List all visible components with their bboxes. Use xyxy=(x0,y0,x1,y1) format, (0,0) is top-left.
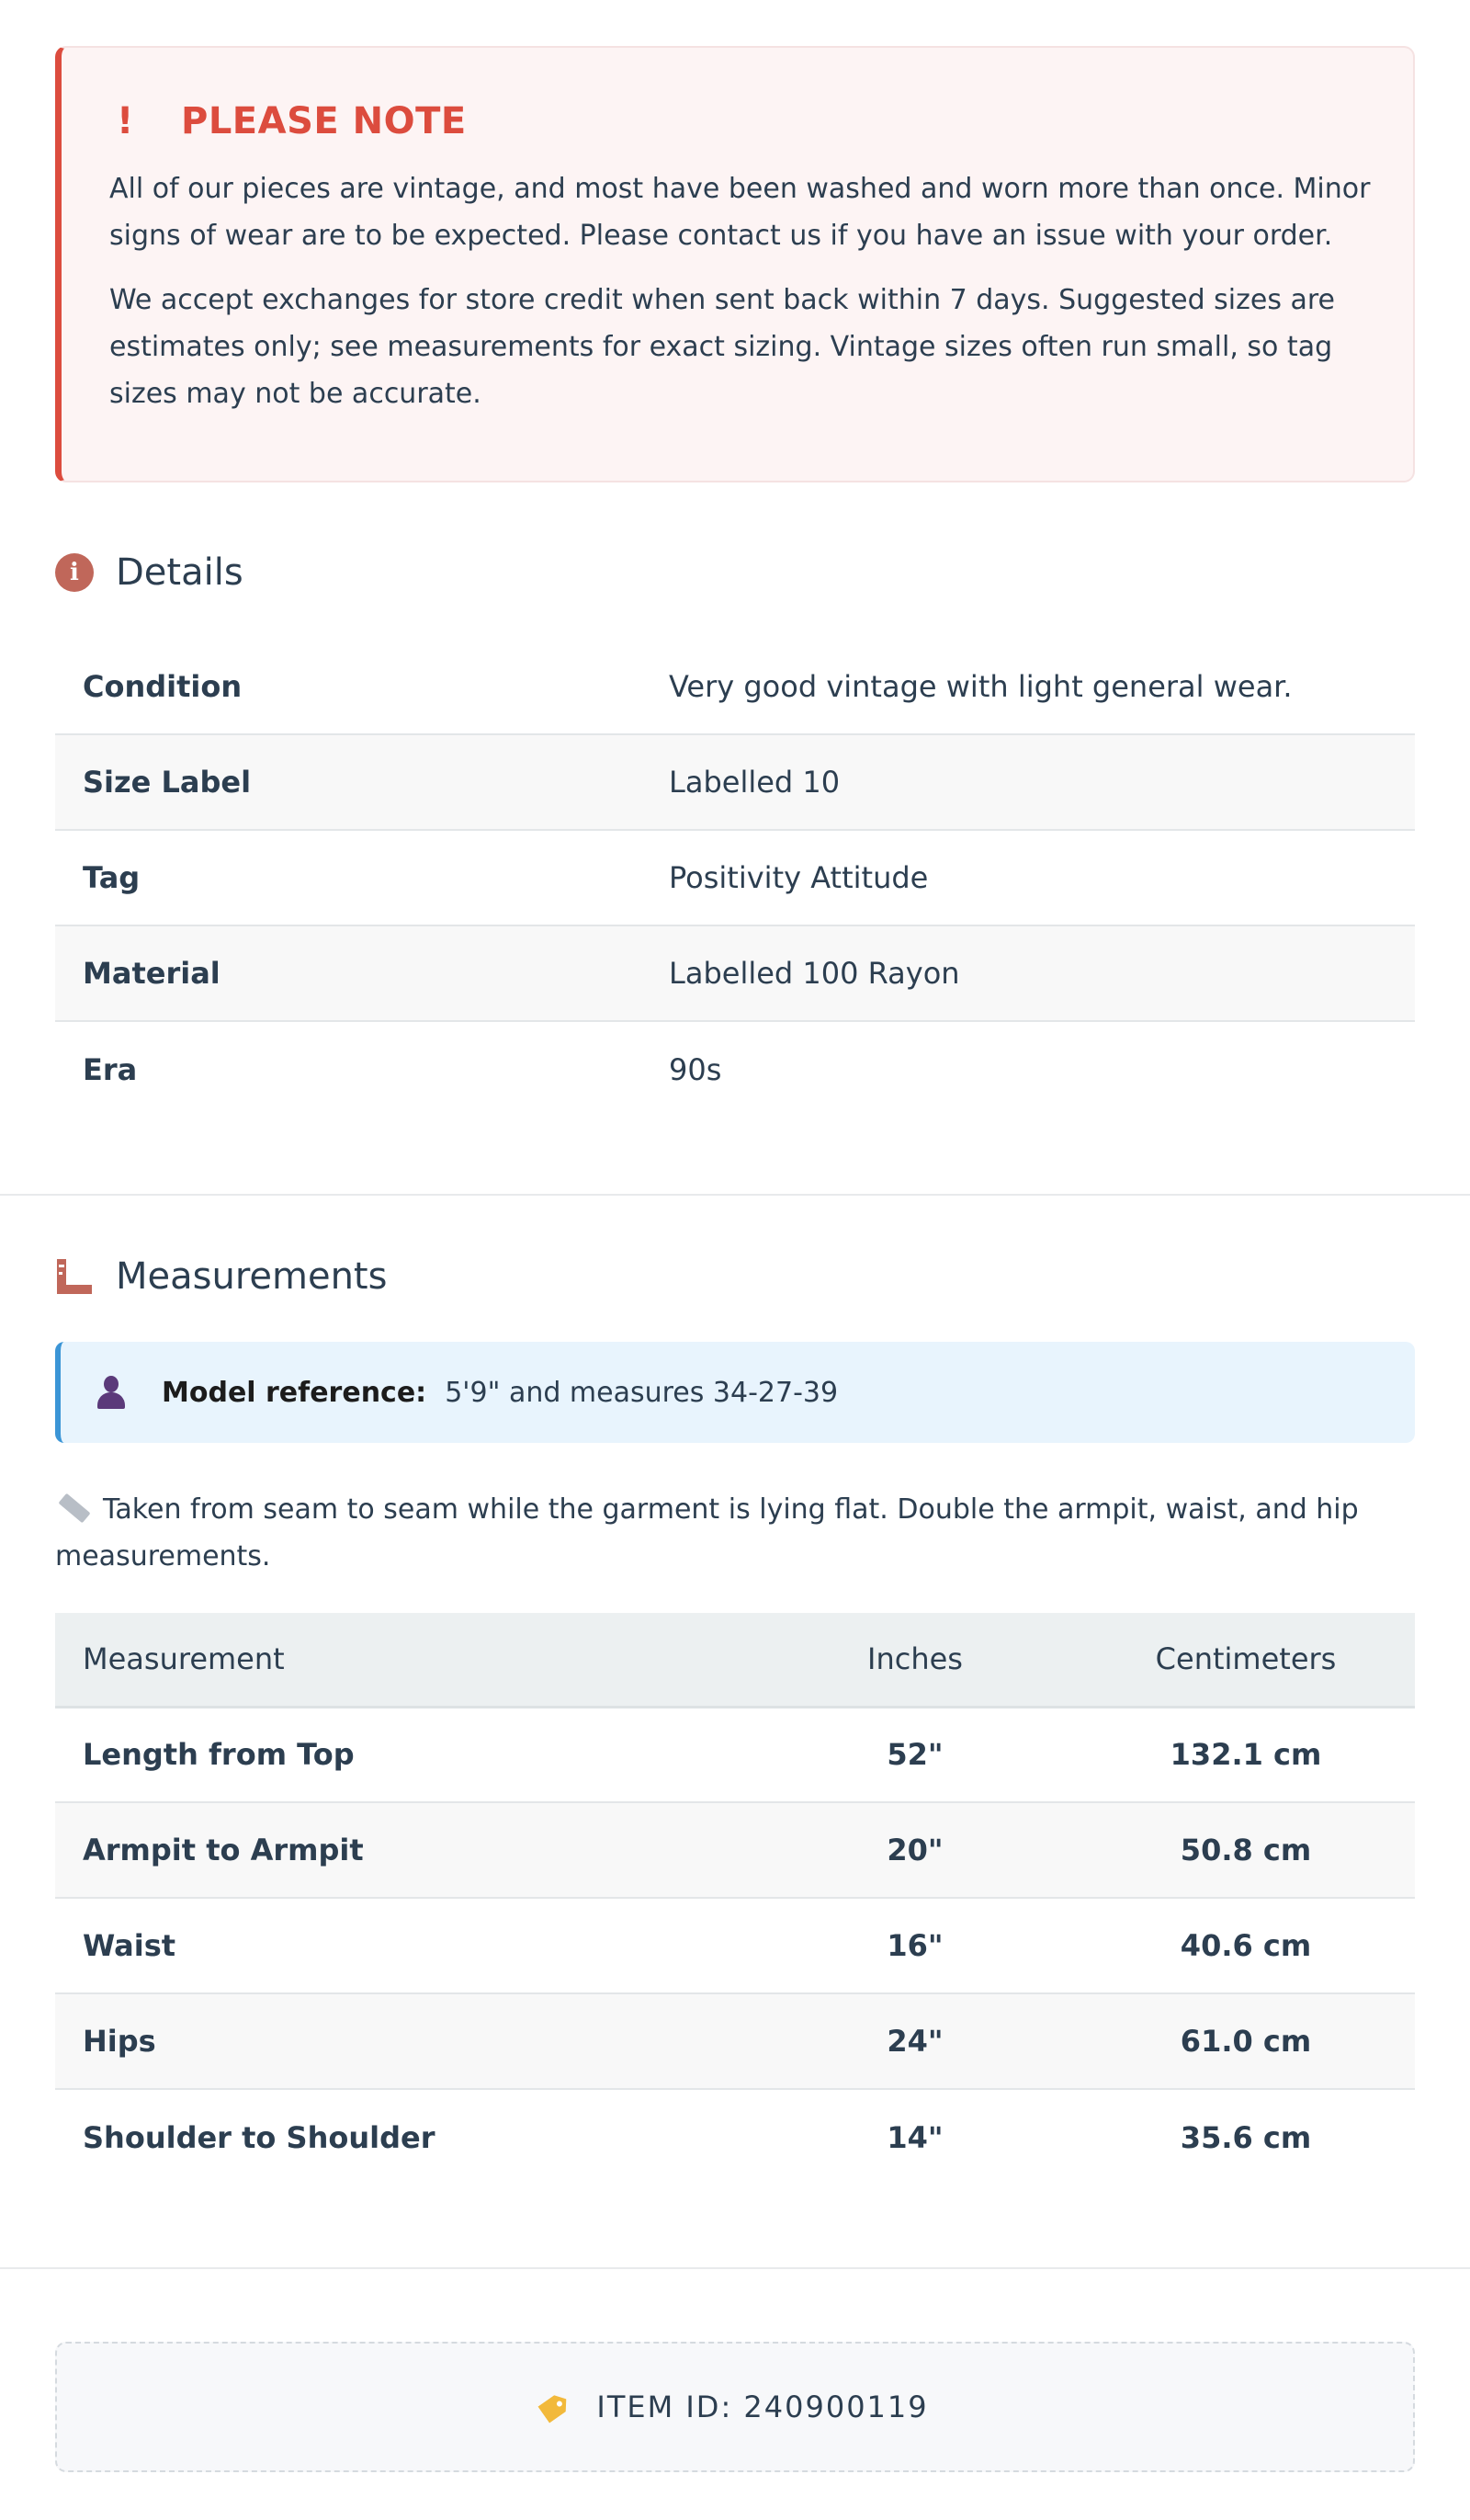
details-table xyxy=(55,639,1415,1117)
column-header-inches: Inches xyxy=(753,1613,1077,1707)
item-id-box xyxy=(55,2342,1415,2472)
measurement-inches: 16" xyxy=(753,1898,1077,1993)
detail-value: 90s xyxy=(669,1051,722,1087)
section-divider xyxy=(0,1194,1470,1196)
table-row xyxy=(55,830,1415,925)
measurement-inches: 20" xyxy=(753,1802,1077,1898)
model-reference-label: Model reference: xyxy=(162,1376,427,1409)
ruler-triangle-icon xyxy=(55,1257,94,1296)
table-header-row xyxy=(55,1613,1415,1707)
detail-label: Condition xyxy=(55,639,669,734)
measurement-note-text: Taken from seam to seam while the garment is lying flat. Double the armpit, waist, and hip measurements. xyxy=(55,1493,1359,1572)
detail-label: Era xyxy=(83,1051,138,1087)
measurement-inches: 14" xyxy=(887,2119,944,2155)
detail-label: Material xyxy=(55,925,669,1021)
detail-label: Size Label xyxy=(55,734,669,830)
table-row xyxy=(55,925,1415,1021)
model-reference-value: 5'9" and measures 34-27-39 xyxy=(445,1376,839,1409)
measurements-table xyxy=(55,1613,1415,2185)
notice-paragraph-2: We accept exchanges for store credit when sent back within 7 days. Suggested sizes are estimates only; see measurements for exact sizing. Vintage sizes often run small, so tag sizes may not be accurate. xyxy=(109,284,1336,410)
detail-label: Tag xyxy=(55,830,669,925)
table-row xyxy=(55,1993,1415,2089)
person-icon xyxy=(96,1374,127,1411)
measurements-title: Measurements xyxy=(116,1255,388,1298)
info-icon: i xyxy=(55,553,94,592)
measurement-cm: 132.1 cm xyxy=(1077,1707,1415,1802)
detail-value: Labelled 10 xyxy=(669,734,1415,830)
table-row xyxy=(55,1707,1415,1802)
measurement-name: Waist xyxy=(55,1898,753,1993)
measurement-cm: 50.8 cm xyxy=(1077,1802,1415,1898)
measurement-note xyxy=(55,1486,1360,1580)
tag-icon xyxy=(538,2390,572,2423)
detail-value: Labelled 100 Rayon xyxy=(669,925,1415,1021)
notice-paragraph-1: All of our pieces are vintage, and most have been washed and worn more than once. Minor signs of wear are to be expected. Please contact us if you have an issue with your order. xyxy=(109,173,1371,252)
details-heading xyxy=(55,550,243,596)
details-title: Details xyxy=(116,551,243,594)
item-id-label: ITEM ID: 240900119 xyxy=(596,2389,929,2424)
table-row xyxy=(55,1021,1415,1117)
table-row xyxy=(55,2089,1415,2185)
measurement-cm: 35.6 cm xyxy=(1180,2119,1312,2155)
measurement-name: Armpit to Armpit xyxy=(55,1802,753,1898)
measurements-heading xyxy=(55,1254,387,1300)
ruler-icon xyxy=(58,1493,90,1523)
notice-header xyxy=(109,101,1365,142)
measurement-cm: 61.0 cm xyxy=(1077,1993,1415,2089)
measurement-name: Hips xyxy=(55,1993,753,2089)
notice-title: PLEASE NOTE xyxy=(181,100,467,142)
measurement-inches: 24" xyxy=(753,1993,1077,2089)
exclamation-icon: ! xyxy=(117,100,134,142)
measurement-cm: 40.6 cm xyxy=(1077,1898,1415,1993)
section-divider xyxy=(0,2267,1470,2269)
table-row xyxy=(55,734,1415,830)
measurement-name: Length from Top xyxy=(55,1707,753,1802)
measurement-name: Shoulder to Shoulder xyxy=(83,2119,435,2155)
table-row xyxy=(55,1898,1415,1993)
please-note-box xyxy=(55,46,1415,482)
model-reference-box xyxy=(55,1342,1415,1443)
table-row xyxy=(55,639,1415,734)
column-header-centimeters: Centimeters xyxy=(1077,1613,1415,1707)
measurement-inches: 52" xyxy=(753,1707,1077,1802)
detail-value: Positivity Attitude xyxy=(669,830,1415,925)
detail-value: Very good vintage with light general wear. xyxy=(669,639,1415,734)
table-row xyxy=(55,1802,1415,1898)
column-header-measurement: Measurement xyxy=(55,1613,753,1707)
